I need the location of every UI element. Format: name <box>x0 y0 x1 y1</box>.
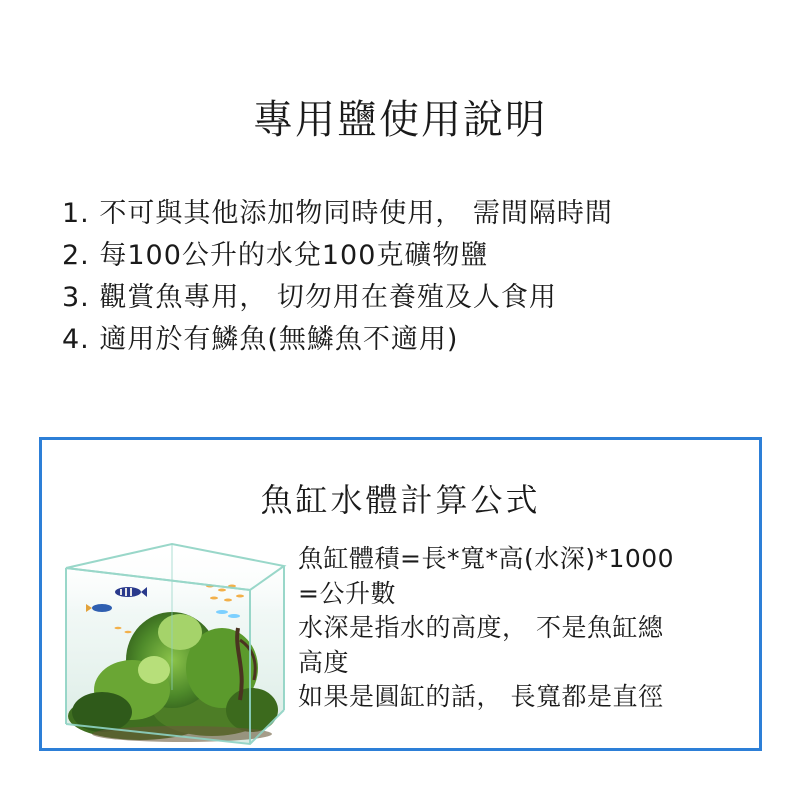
formula-line-1: 魚缸體積=長*寬*高(水深)*1000 <box>298 544 675 573</box>
instruction-item-4: 4. 適用於有鱗魚(無鱗魚不適用) <box>62 324 459 355</box>
formula-line-5: 如果是圓缸的話， 長寬都是直徑 <box>298 682 664 711</box>
formula-line-2: =公升數 <box>298 578 396 608</box>
instruction-item-2: 2. 每100公升的水兌100克礦物鹽 <box>62 240 489 271</box>
formula-line-3: 水深是指水的高度， 不是魚缸總 <box>298 613 664 642</box>
formula-line-4: 高度 <box>298 647 350 677</box>
formula-text <box>298 542 738 715</box>
formula-box <box>39 437 762 751</box>
instruction-item-1: 1. 不可與其他添加物同時使用， 需間隔時間 <box>62 198 613 229</box>
instruction-list <box>62 193 762 361</box>
page-title: 專用鹽使用說明 <box>253 97 547 143</box>
formula-title: 魚缸水體計算公式 <box>260 481 541 519</box>
aquarium-tank-icon <box>62 540 288 746</box>
instruction-item-3: 3. 觀賞魚專用， 切勿用在養殖及人食用 <box>62 282 557 313</box>
